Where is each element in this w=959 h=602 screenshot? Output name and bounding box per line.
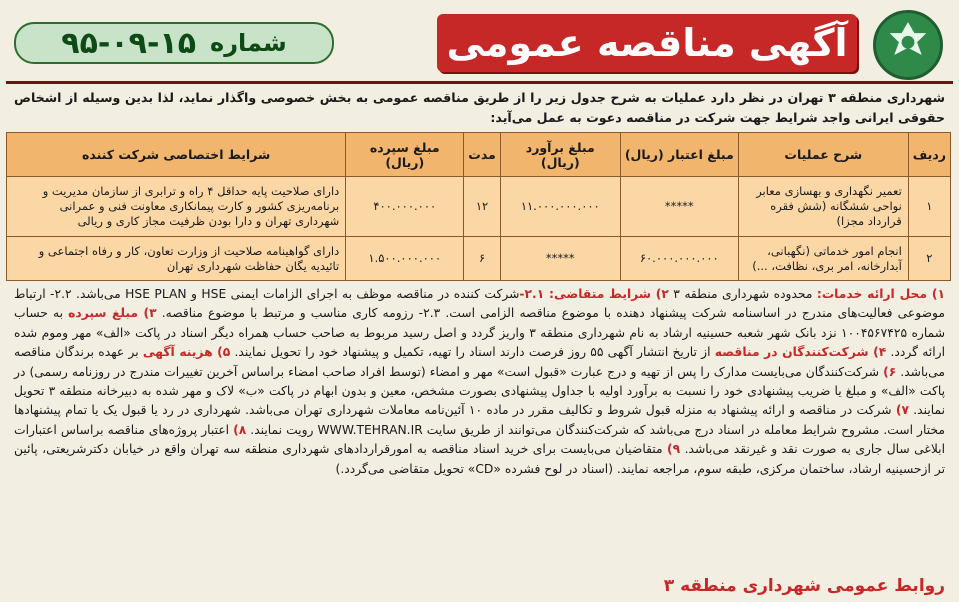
ad-header [6, 4, 953, 84]
cell-row: ۱ [908, 177, 950, 237]
intro-paragraph [6, 84, 953, 130]
ad-number-badge [14, 22, 334, 64]
col-header-description: شرح عملیات [738, 133, 908, 177]
col-header-estimate: مبلغ برآورد (ریال) [500, 133, 620, 177]
cell-credit: ۶۰.۰۰۰.۰۰۰.۰۰۰ [620, 237, 738, 281]
cell-conditions: دارای صلاحیت پایه حداقل ۴ راه و ترابری از سازمان مدیریت و برنامه‌ریزی کشور و کارت پیمانکاری معاونت فنی و عمرانی شهرداری تهران و دارا بودن ظرفیت مجاز کاری و ریالی [7, 177, 346, 237]
ad-title: آگهی مناقصه عمومی [437, 14, 857, 72]
number-label: شماره [210, 29, 287, 57]
item-3-text: به حساب شماره ۱۰۰۴۵۶۷۴۲۵ نزد بانک شهر شعبه حسینیه ارشاد به نام شهرداری منطقه ۳ واریز گردد و اصل رسید مربوط به صاحب حساب همراه دیگر اسناد در پاکت «الف» مهر وموم شده ارائه گردد. [14, 306, 945, 360]
item-6-text: شرکت‌کنندگان می‌بایست مدارک را پس از تهیه و درج عبارت «قبول است» مهر و امضاء (توسط افراد صاحب امضاء براساس آخرین تغییرات مندرج در روزنامه رسمی) در پاکت «الف» و مبلغ یا ضریب پیشنهادی خود را نسبت به برآورد اولیه با جداول پیشنهادی بصورت مشخص، معین و بدون ابهام در پاکت «ب» لاک و مهر شده به دبیرخانه منطقه ۳ تحویل نمایند. [14, 364, 946, 418]
intro-text: در نظر دارد عملیات به شرح جدول زیر را از طریق مناقصه عمومی به بخش خصوصی واگذار نماید، لذا بدین وسیله از اشخاص حقوقی ایرانی واجد شرایط جهت شرکت در مناقصه دعوت به عمل می‌آید: [14, 90, 945, 125]
cell-deposit: ۱.۵۰۰.۰۰۰.۰۰۰ [346, 237, 464, 281]
item-7-text: شرکت در مناقصه و ارائه پیشنهاد به منزله قبول شروط و تکالیف مقرر در ماده ۱۰ آئین‌نامه معاملات شهرداری تهران می‌باشد. شهرداری در رد یا قبول یک یا تمام پیشنهادها مختار است. مشروح شرایط معامله در اسناد درج می‌باشد که شرکت‌کنندگان می‌توانند از طریق سایت WWW.TEHRAN.IR رویت نمایند. [14, 403, 945, 437]
col-header-row: ردیف [908, 133, 950, 177]
col-header-deposit: مبلغ سپرده (ریال) [346, 133, 464, 177]
item-5-title: ۵) هزینه آگهی [142, 345, 231, 360]
cell-description: انجام امور خدماتی (نگهبانی، آبدارخانه، امر بری، نظافت، ...) [738, 237, 908, 281]
cell-description: تعمیر نگهداری و بهسازی معابر نواحی ششگانه (شش فقره قرارداد مجزا) [738, 177, 908, 237]
cell-credit: ***** [620, 177, 738, 237]
tender-table [6, 132, 951, 281]
item-1-title: ۱) محل ارائه خدمات: [816, 287, 945, 301]
col-header-credit: مبلغ اعتبار (ریال) [620, 133, 738, 177]
cell-estimate: ***** [500, 237, 620, 281]
public-relations-signature: روابط عمومی شهرداری منطقه ۳ [663, 576, 945, 596]
cell-estimate: ۱۱.۰۰۰.۰۰۰.۰۰۰ [500, 177, 620, 237]
item-5-text: بر عهده برندگان مناقصه می‌باشد. [14, 345, 945, 379]
item-1-text: محدوده شهرداری منطقه ۳ [668, 287, 817, 301]
number-value: ۹۵-۰۹-۱۵ [61, 25, 197, 61]
table-header-row [7, 133, 951, 177]
item-4-title: ۴) شرکت‌کنندگان در مناقصه [714, 345, 887, 360]
table-row [7, 177, 951, 237]
table-row [7, 237, 951, 281]
item-3-title: ۳) مبلغ سپرده [68, 306, 157, 321]
item-9-text: متقاضیان می‌بایست برای خرید اسناد مناقصه به امورقراردادهای شهرداری منطقه سه تهران واقع در خیابان دکترشریعتی، پائین تر ازحسینیه ارشاد، ساختمان مرکزی، طبقه سوم، مراجعه نمایند. (اسناد در لوح فشرده «CD» تحویل متقاضی می‌گردد.) [14, 442, 945, 476]
item-6-title: ۶) [883, 364, 897, 379]
cell-deposit: ۴۰۰.۰۰۰.۰۰۰ [346, 177, 464, 237]
cell-duration: ۶ [464, 237, 501, 281]
tehran-municipality-logo-icon [873, 10, 943, 80]
item-9-title: ۹) [667, 442, 681, 457]
cell-conditions: دارای گواهینامه صلاحیت از وزارت تعاون، کار و رفاه اجتماعی و تائیدیه یگان حفاظت شهرداری تهران [7, 237, 346, 281]
col-header-duration: مدت [464, 133, 501, 177]
item-2-title: ۲) شرایط متقاضی: ۲.۱- [519, 287, 669, 301]
item-4-text: از تاریخ انتشار آگهی ۵۵ روز فرصت دارند اسناد را تهیه، تکمیل و پیشنهاد خود را تحویل نمایند. [230, 345, 715, 360]
item-8-text: اعتبار پروژه‌های مناقصه براساس اعتبارات ابلاغی سال جاری به صورت نقد و غیرنقد می‌باشد. [14, 422, 945, 457]
col-header-conditions: شرایط اختصاصی شرکت کننده [7, 133, 346, 177]
cell-duration: ۱۲ [464, 177, 501, 237]
tender-conditions-text [6, 281, 953, 479]
organization-name: شهرداری منطقه ۳ تهران [787, 90, 945, 105]
item-7-title: ۷) [895, 403, 909, 418]
cell-row: ۲ [908, 237, 950, 281]
item-2-text: شرکت کننده در مناقصه موظف به اجرای الزامات ایمنی HSE و HSE PLAN می‌باشد. ۲.۲- ارتباط موضوعی فعالیت‌های مندرج در اساسنامه شرکت پیشنهاد دهنده با موضوع مناقصه الزامی است. ۲.۳- رزومه کاری مناسب و مرتبط با موضوع مناقصه. [14, 287, 945, 321]
item-8-title: ۸) [233, 422, 247, 437]
